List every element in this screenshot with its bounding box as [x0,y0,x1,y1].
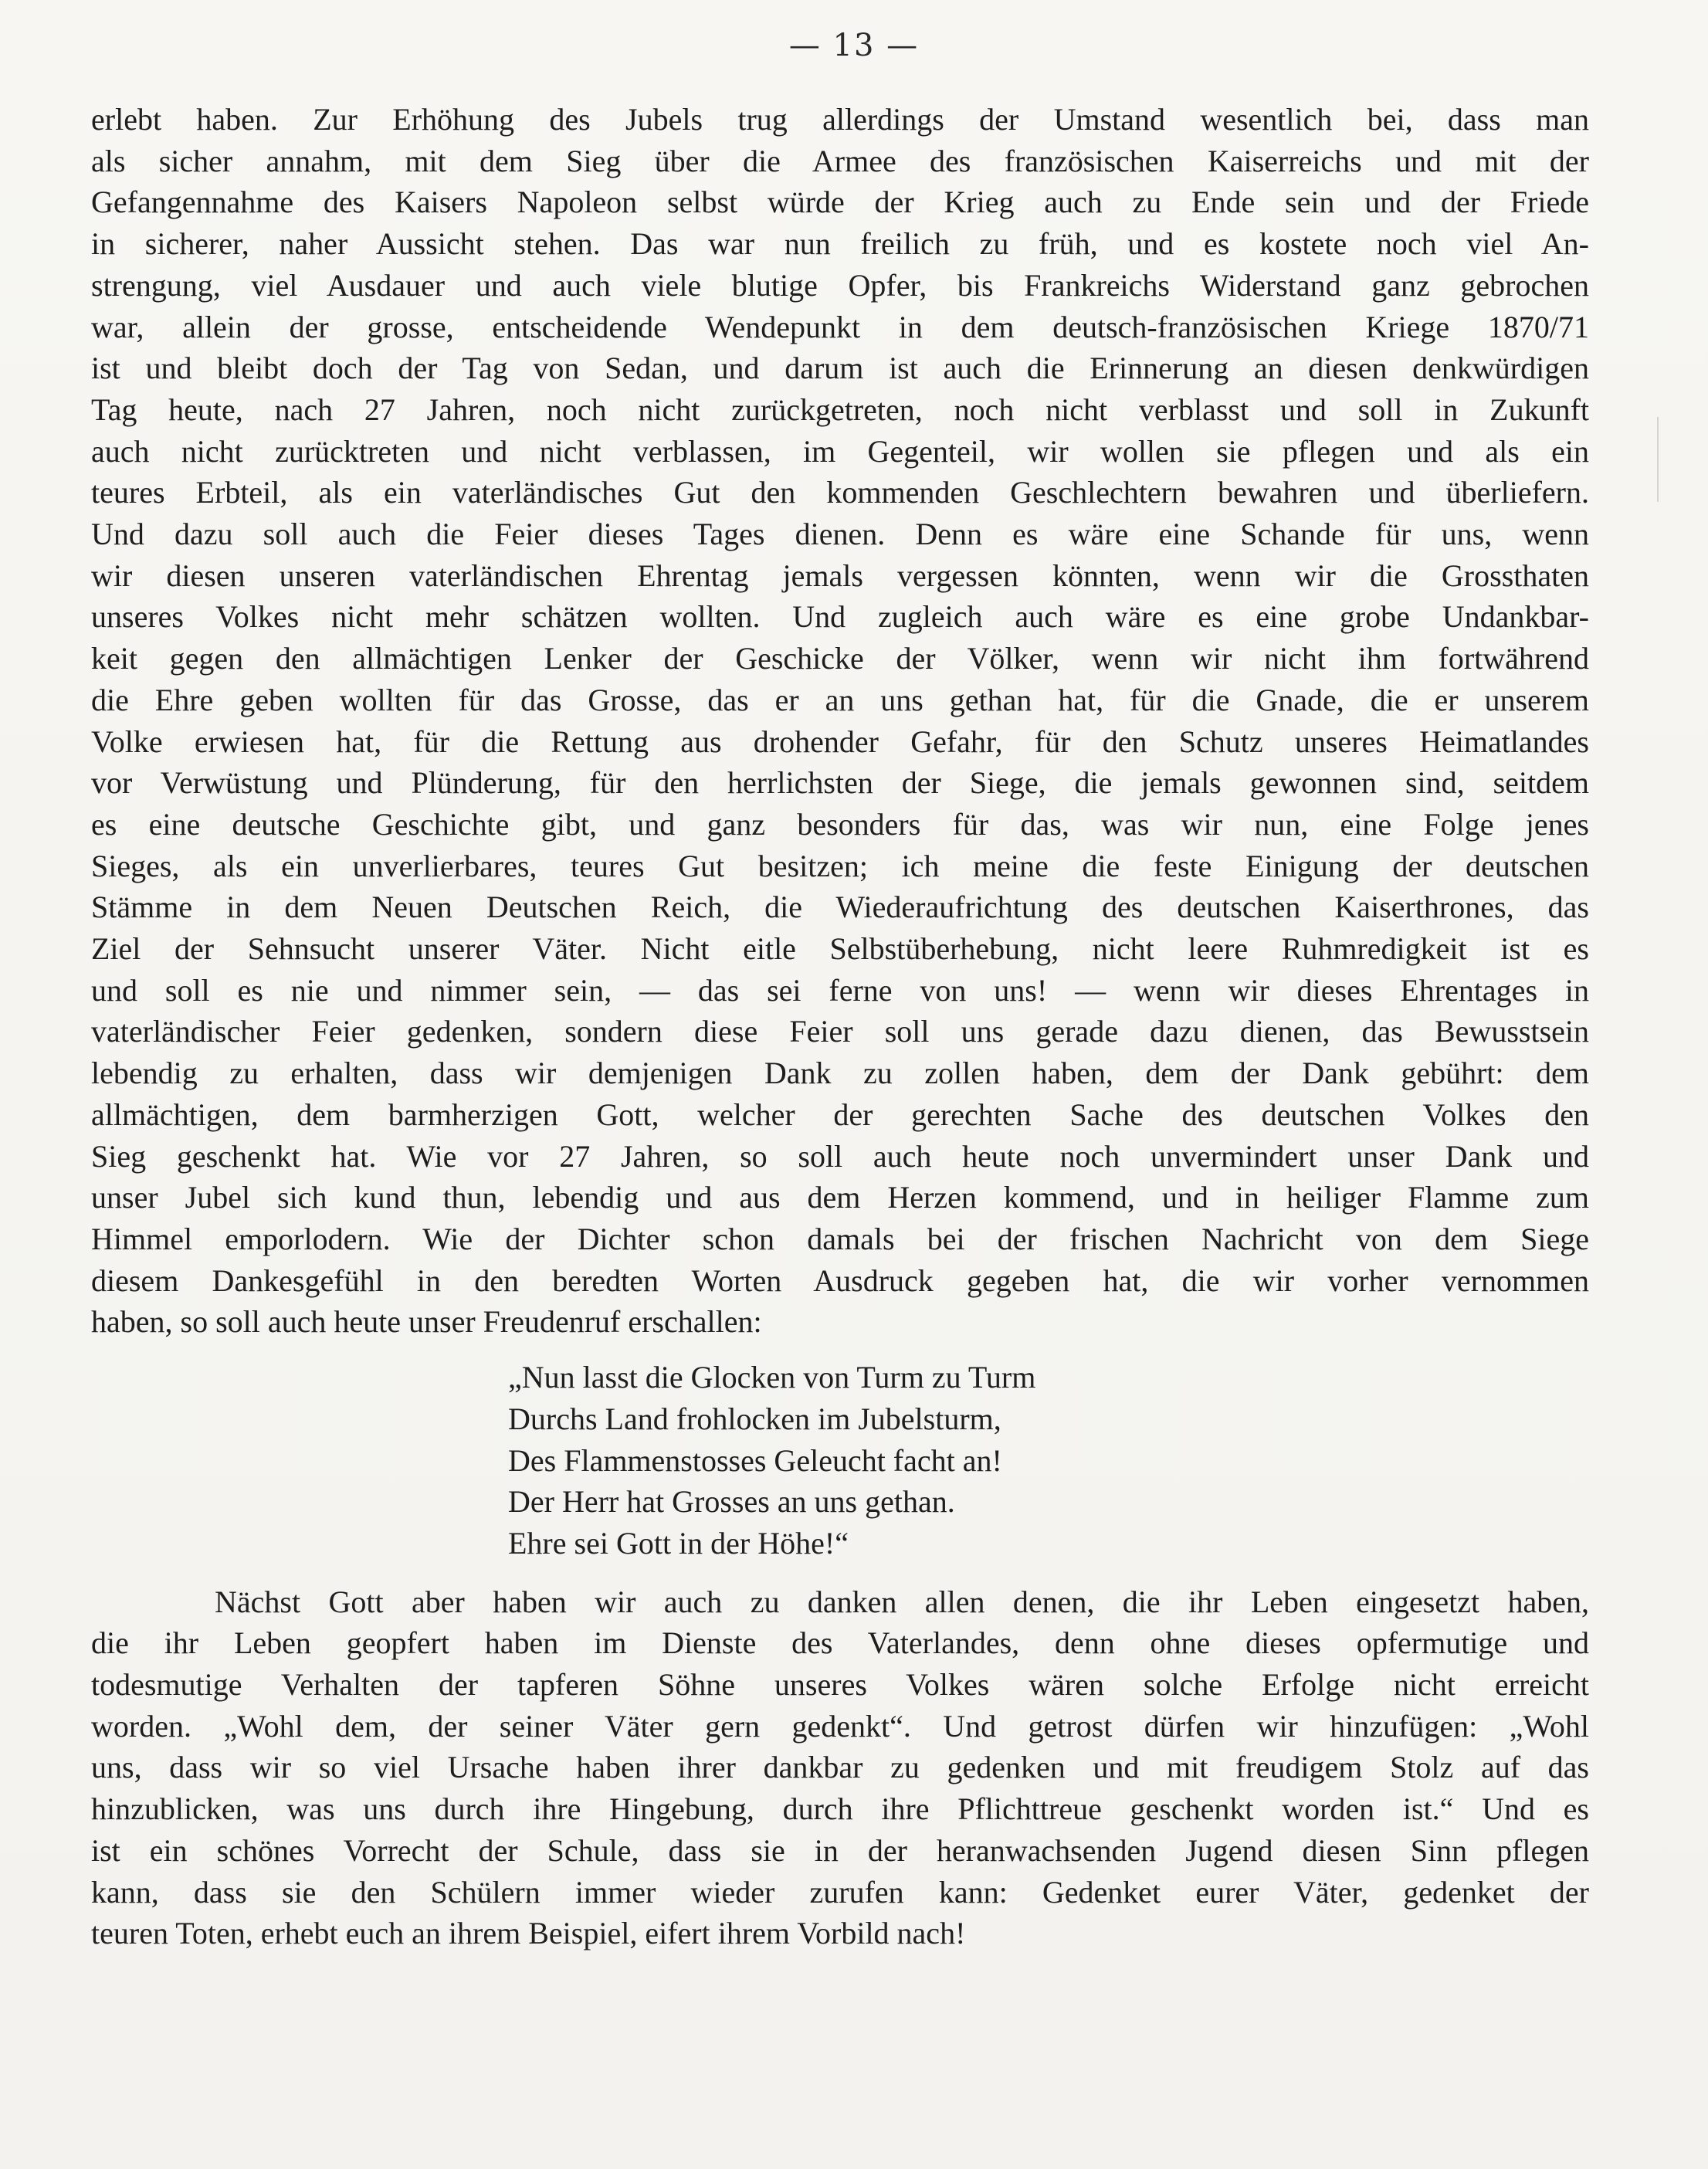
text-line: todesmutige Verhalten der tapferen Söhne unseres Volkes wären solche Erfolge nicht erreicht [91,1667,1589,1703]
text-line: teuren Toten, erhebt euch an ihrem Beispiel, eifert ihrem Vorbild nach! [91,1916,966,1951]
text-line: Ziel der Sehnsucht unserer Väter. Nicht eitle Selbstüberhebung, nicht leere Ruhmredigkeit ist es [91,931,1589,967]
text-line: Himmel emporlodern. Wie der Dichter schon damals bei der frischen Nachricht von dem Siege [91,1221,1589,1256]
text-line: die Ehre geben wollten für das Grosse, das er an uns gethan hat, für die Gnade, die er unserem [91,682,1589,717]
text-line: lebendig zu erhalten, dass wir demjenigen Dank zu zollen haben, dem der Dank gebührt: dem [91,1056,1589,1091]
poem-line: Durchs Land frohlocken im Jubelsturm, [508,1401,1001,1436]
poem-line: Ehre sei Gott in der Höhe!“ [508,1525,849,1561]
text-line: Gefangennahme des Kaisers Napoleon selbst würde der Krieg auch zu Ende sein und der Friede [91,185,1589,220]
poem-line: Des Flammenstosses Geleucht facht an! [508,1442,1002,1478]
text-line: haben, so soll auch heute unser Freudenruf erschallen: [91,1304,762,1340]
text-line: Tag heute, nach 27 Jahren, noch nicht zurückgetreten, noch nicht verblasst und soll in Zukunft [91,391,1589,427]
text-line: und soll es nie und nimmer sein, — das sei ferne von uns! — wenn wir dieses Ehrentages in [91,972,1589,1008]
poem-quote [508,1357,1589,1564]
page-number: — 13 — [788,28,920,63]
text-line: Sieges, als ein unverlierbares, teures Gut besitzen; ich meine die feste Einigung der deutschen [91,848,1589,883]
text-line: unseres Volkes nicht mehr schätzen wollten. Und zugleich auch wäre es eine grobe Undankbar- [91,599,1589,635]
body-text [91,99,1589,1954]
text-line: strengung, viel Ausdauer und auch viele blutige Opfer, bis Frankreichs Widerstand ganz gebrochen [91,267,1589,303]
text-line: vaterländischer Feier gedenken, sondern diese Feier soll uns gerade dazu dienen, das Bewusstsein [91,1014,1589,1049]
text-line: Sieg geschenkt hat. Wie vor 27 Jahren, so soll auch heute noch unvermindert unser Dank und [91,1138,1589,1174]
text-line: allmächtigen, dem barmherzigen Gott, welcher der gerechten Sache des deutschen Volkes den [91,1096,1589,1132]
text-line: unser Jubel sich kund thun, lebendig und aus dem Herzen kommend, und in heiliger Flamme zum [91,1180,1589,1215]
text-line: vor Verwüstung und Plünderung, für den herrlichsten der Siege, die jemals gewonnen sind, seitdem [91,765,1589,801]
text-line: in sicherer, naher Aussicht stehen. Das war nun freilich zu früh, und es kostete noch viel An- [91,226,1589,262]
text-line: auch nicht zurücktreten und nicht verblassen, im Gegenteil, wir wollen sie pflegen und als ein [91,433,1589,469]
text-line: Volke erwiesen hat, für die Rettung aus drohender Gefahr, für den Schutz unseres Heimatlandes [91,724,1589,759]
text-line: diesem Dankesgefühl in den beredten Worten Ausdruck gegeben hat, die wir vorher vernommen [91,1262,1589,1298]
poem-line: „Nun lasst die Glocken von Turm zu Turm [508,1360,1036,1395]
text-line: wir diesen unseren vaterländischen Ehrentag jemals vergessen könnten, wenn wir die Grossthaten [91,558,1589,593]
text-line: Nächst Gott aber haben wir auch zu danken allen denen, die ihr Leben eingesetzt haben, [215,1584,1589,1619]
text-line: ist und bleibt doch der Tag von Sedan, und darum ist auch die Erinnerung an diesen denkwürdigen [91,351,1589,386]
text-line: uns, dass wir so viel Ursache haben ihrer dankbar zu gedenken und mit freudigem Stolz auf das [91,1750,1589,1785]
scan-mark [1657,417,1659,502]
text-line: Stämme in dem Neuen Deutschen Reich, die Wiederaufrichtung des deutschen Kaiserthrones, das [91,890,1589,925]
text-line: war, allein der grosse, entscheidende Wendepunkt in dem deutsch-französischen Kriege 1870/71 [91,309,1589,344]
paragraph-1 [91,99,1589,1343]
text-line: hinzublicken, was uns durch ihre Hingebung, durch ihre Pflichttreue geschenkt worden ist.“ Und es [91,1791,1589,1827]
text-line: als sicher annahm, mit dem Sieg über die Armee des französischen Kaiserreichs und mit der [91,143,1589,178]
text-line: kann, dass sie den Schülern immer wieder zurufen kann: Gedenket eurer Väter, gedenket der [91,1874,1589,1910]
text-line: keit gegen den allmächtigen Lenker der Geschicke der Völker, wenn wir nicht ihm fortwährend [91,641,1589,676]
paragraph-2 [91,1581,1589,1954]
poem-line: Der Herr hat Grosses an uns gethan. [508,1484,955,1520]
text-line: ist ein schönes Vorrecht der Schule, dass sie in der heranwachsenden Jugend diesen Sinn pflegen [91,1832,1589,1868]
text-line: erlebt haben. Zur Erhöhung des Jubels trug allerdings der Umstand wesentlich bei, dass man [91,102,1589,137]
text-line: es eine deutsche Geschichte gibt, und ganz besonders für das, was wir nun, eine Folge jenes [91,806,1589,842]
text-line: teures Erbteil, als ein vaterländisches Gut den kommenden Geschlechtern bewahren und überliefern. [91,475,1589,510]
text-line: Und dazu soll auch die Feier dieses Tages dienen. Denn es wäre eine Schande für uns, wenn [91,517,1589,552]
text-line: worden. „Wohl dem, der seiner Väter gern gedenkt“. Und getrost dürfen wir hinzufügen: „Wohl [91,1708,1589,1744]
text-line: die ihr Leben geopfert haben im Dienste des Vaterlandes, denn ohne dieses opfermutige und [91,1625,1589,1661]
